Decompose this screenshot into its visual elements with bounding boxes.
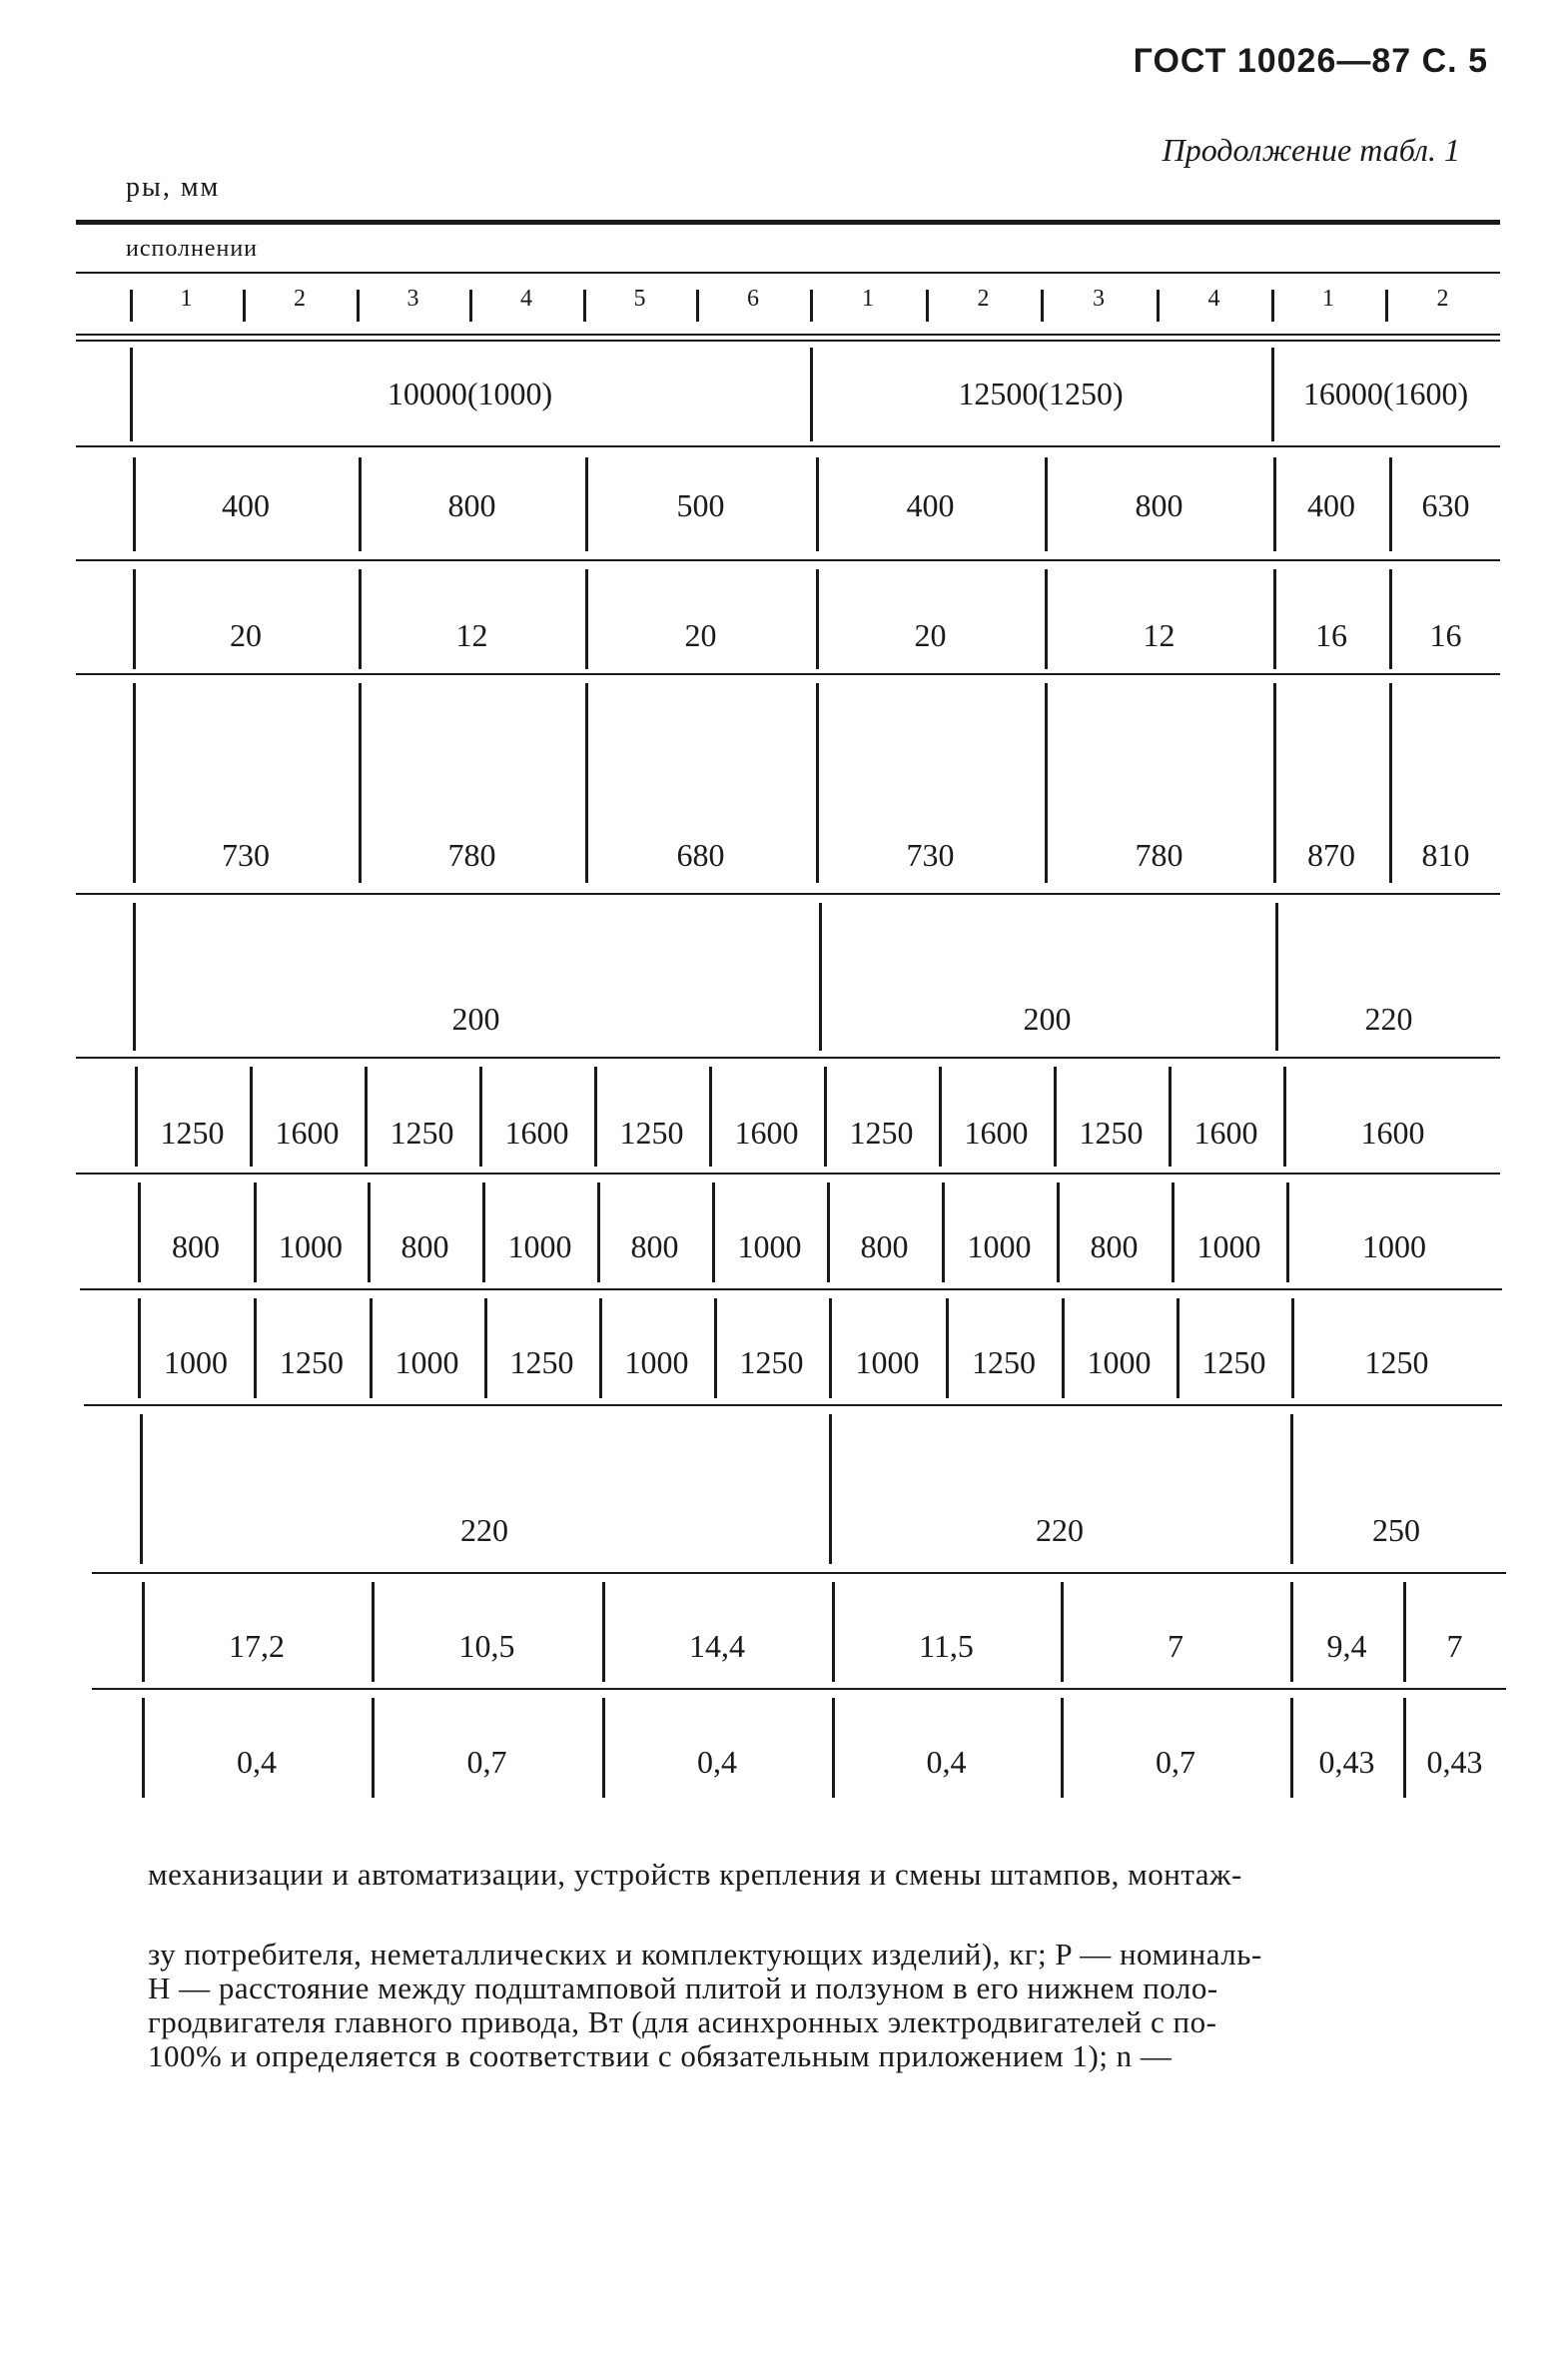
table-cell: 630	[1421, 487, 1470, 523]
force-value: 10000(1000)	[387, 376, 553, 411]
table-cell: 1600	[504, 1115, 569, 1151]
table-cell: 1000	[279, 1228, 343, 1264]
row-rule	[76, 673, 1500, 675]
column-number: 6	[747, 286, 759, 312]
table-cell: 1600	[964, 1115, 1029, 1151]
table-cell: 1000	[394, 1344, 459, 1380]
gost-page-header: ГОСТ 10026—87 С. 5	[1133, 42, 1488, 80]
rule-under-cols	[76, 334, 1500, 336]
table-cell: 1250	[390, 1115, 454, 1151]
column-number: 1	[180, 286, 193, 312]
table-cell: 730	[222, 837, 270, 873]
row-rule	[76, 445, 1500, 447]
table-cell: 1000	[507, 1228, 572, 1264]
table-cell: 1600	[1193, 1115, 1258, 1151]
table-cell: 20	[914, 617, 947, 653]
table-cell: 12	[1143, 617, 1176, 653]
table-cell: 10,5	[458, 1628, 515, 1664]
table-cell: 20	[230, 617, 262, 653]
table-cell: 800	[630, 1228, 679, 1264]
table-cell: 9,4	[1326, 1628, 1367, 1664]
table-cell: 400	[222, 487, 270, 523]
table-cell: 800	[447, 487, 496, 523]
table-cell: 1250	[160, 1115, 225, 1151]
table-cell: 20	[684, 617, 717, 653]
table-cell: 200	[451, 1001, 500, 1037]
table-cell: 1250	[619, 1115, 684, 1151]
table-cell: 16	[1429, 617, 1462, 653]
row-rule	[92, 1572, 1506, 1574]
table-cell: 220	[1036, 1512, 1084, 1548]
table-cell: 11,5	[919, 1628, 974, 1664]
table-cell: 7	[1168, 1628, 1183, 1664]
table-cell: 1250	[1364, 1344, 1429, 1380]
column-number: 2	[1436, 286, 1449, 312]
rule-under-cols-2	[76, 340, 1500, 342]
table-cell: 1000	[624, 1344, 689, 1380]
table-cell: 810	[1421, 837, 1470, 873]
text-line-4: гродвигателя главного привода, Вт (для асинхронных электродвигателей с по-	[148, 2004, 1217, 2039]
row-rule	[84, 1404, 1502, 1406]
table-cell: 1000	[1362, 1228, 1426, 1264]
table-cell: 0,4	[237, 1744, 277, 1780]
table-cell: 1250	[972, 1344, 1036, 1380]
table-cell: 1000	[737, 1228, 802, 1264]
table-cell: 500	[676, 487, 725, 523]
text-line-1: механизации и автоматизации, устройств крепления и смены штампов, монтаж-	[148, 1857, 1242, 1892]
table-cell: 7	[1446, 1628, 1463, 1664]
table-cell: 1250	[739, 1344, 804, 1380]
row-rule	[92, 1688, 1506, 1690]
table-cell: 0,7	[466, 1744, 507, 1780]
table-cell: 12	[455, 617, 488, 653]
table-continuation-label: Продолжение табл. 1	[1162, 132, 1460, 168]
table-cell: 800	[860, 1228, 909, 1264]
table-cell: 1000	[1087, 1344, 1152, 1380]
table-cell: 220	[460, 1512, 508, 1548]
table-cell: 0,4	[926, 1744, 967, 1780]
column-number: 5	[633, 286, 646, 312]
table-cell: 200	[1023, 1001, 1072, 1037]
rule-under-exec	[76, 272, 1500, 274]
table-cell: 1000	[855, 1344, 920, 1380]
column-number: 2	[294, 286, 306, 312]
table-cell: 400	[906, 487, 955, 523]
execution-header: исполнении	[126, 236, 259, 262]
table-cell: 16	[1315, 617, 1347, 653]
table-cell: 780	[447, 837, 496, 873]
text-line-2: зу потребителя, неметаллических и комплектующих изделий), кг; P — номиналь-	[148, 1937, 1262, 1971]
table-cell: 1600	[275, 1115, 340, 1151]
table-cell: 730	[906, 837, 955, 873]
table-cell: 250	[1372, 1512, 1420, 1548]
table-cell: 680	[676, 837, 725, 873]
unit-header-fragment: ры, мм	[126, 172, 221, 203]
row-rule	[76, 1173, 1500, 1175]
row-rule	[76, 559, 1500, 561]
column-number: 3	[1093, 286, 1105, 312]
row-rule	[80, 1288, 1502, 1290]
table-cell: 14,4	[689, 1628, 745, 1664]
force-value: 12500(1250)	[958, 376, 1124, 411]
text-line-5: 100% и определяется в соответствии с обязательным приложением 1); n —	[148, 2038, 1173, 2073]
table-cell: 1250	[1201, 1344, 1266, 1380]
table-cell: 0,43	[1426, 1744, 1483, 1780]
table-cell: 1000	[164, 1344, 228, 1380]
table-cell: 0,7	[1156, 1744, 1195, 1780]
table-cell: 400	[1307, 487, 1355, 523]
column-number: 1	[862, 286, 874, 312]
row-rule	[76, 893, 1500, 895]
table-cell: 800	[172, 1228, 220, 1264]
table-cell: 1600	[734, 1115, 799, 1151]
table-cell: 800	[400, 1228, 449, 1264]
table-cell: 1000	[967, 1228, 1032, 1264]
column-number: 4	[1207, 286, 1220, 312]
table-cell: 1250	[509, 1344, 574, 1380]
table-cell: 780	[1135, 837, 1183, 873]
table-cell: 800	[1090, 1228, 1139, 1264]
force-value: 16000(1600)	[1302, 376, 1469, 411]
table-cell: 870	[1307, 837, 1355, 873]
table-cell: 1000	[1196, 1228, 1261, 1264]
text-line-3: H — расстояние между подштамповой плитой и ползуном в его нижнем поло-	[148, 1971, 1218, 2005]
column-number: 4	[520, 286, 532, 312]
table-cell: 1250	[1079, 1115, 1144, 1151]
column-number: 3	[406, 286, 419, 312]
column-number: 1	[1322, 286, 1334, 312]
table-top-rule	[76, 220, 1500, 225]
row-rule	[76, 1057, 1500, 1059]
table-cell: 800	[1135, 487, 1183, 523]
table-cell: 0,43	[1318, 1744, 1375, 1780]
table-cell: 220	[1364, 1001, 1413, 1037]
table-cell: 0,4	[697, 1744, 737, 1780]
table-cell: 1600	[1360, 1115, 1425, 1151]
table-cell: 17,2	[229, 1628, 285, 1664]
table-cell: 1250	[280, 1344, 344, 1380]
column-number: 2	[977, 286, 990, 312]
table-cell: 1250	[849, 1115, 914, 1151]
